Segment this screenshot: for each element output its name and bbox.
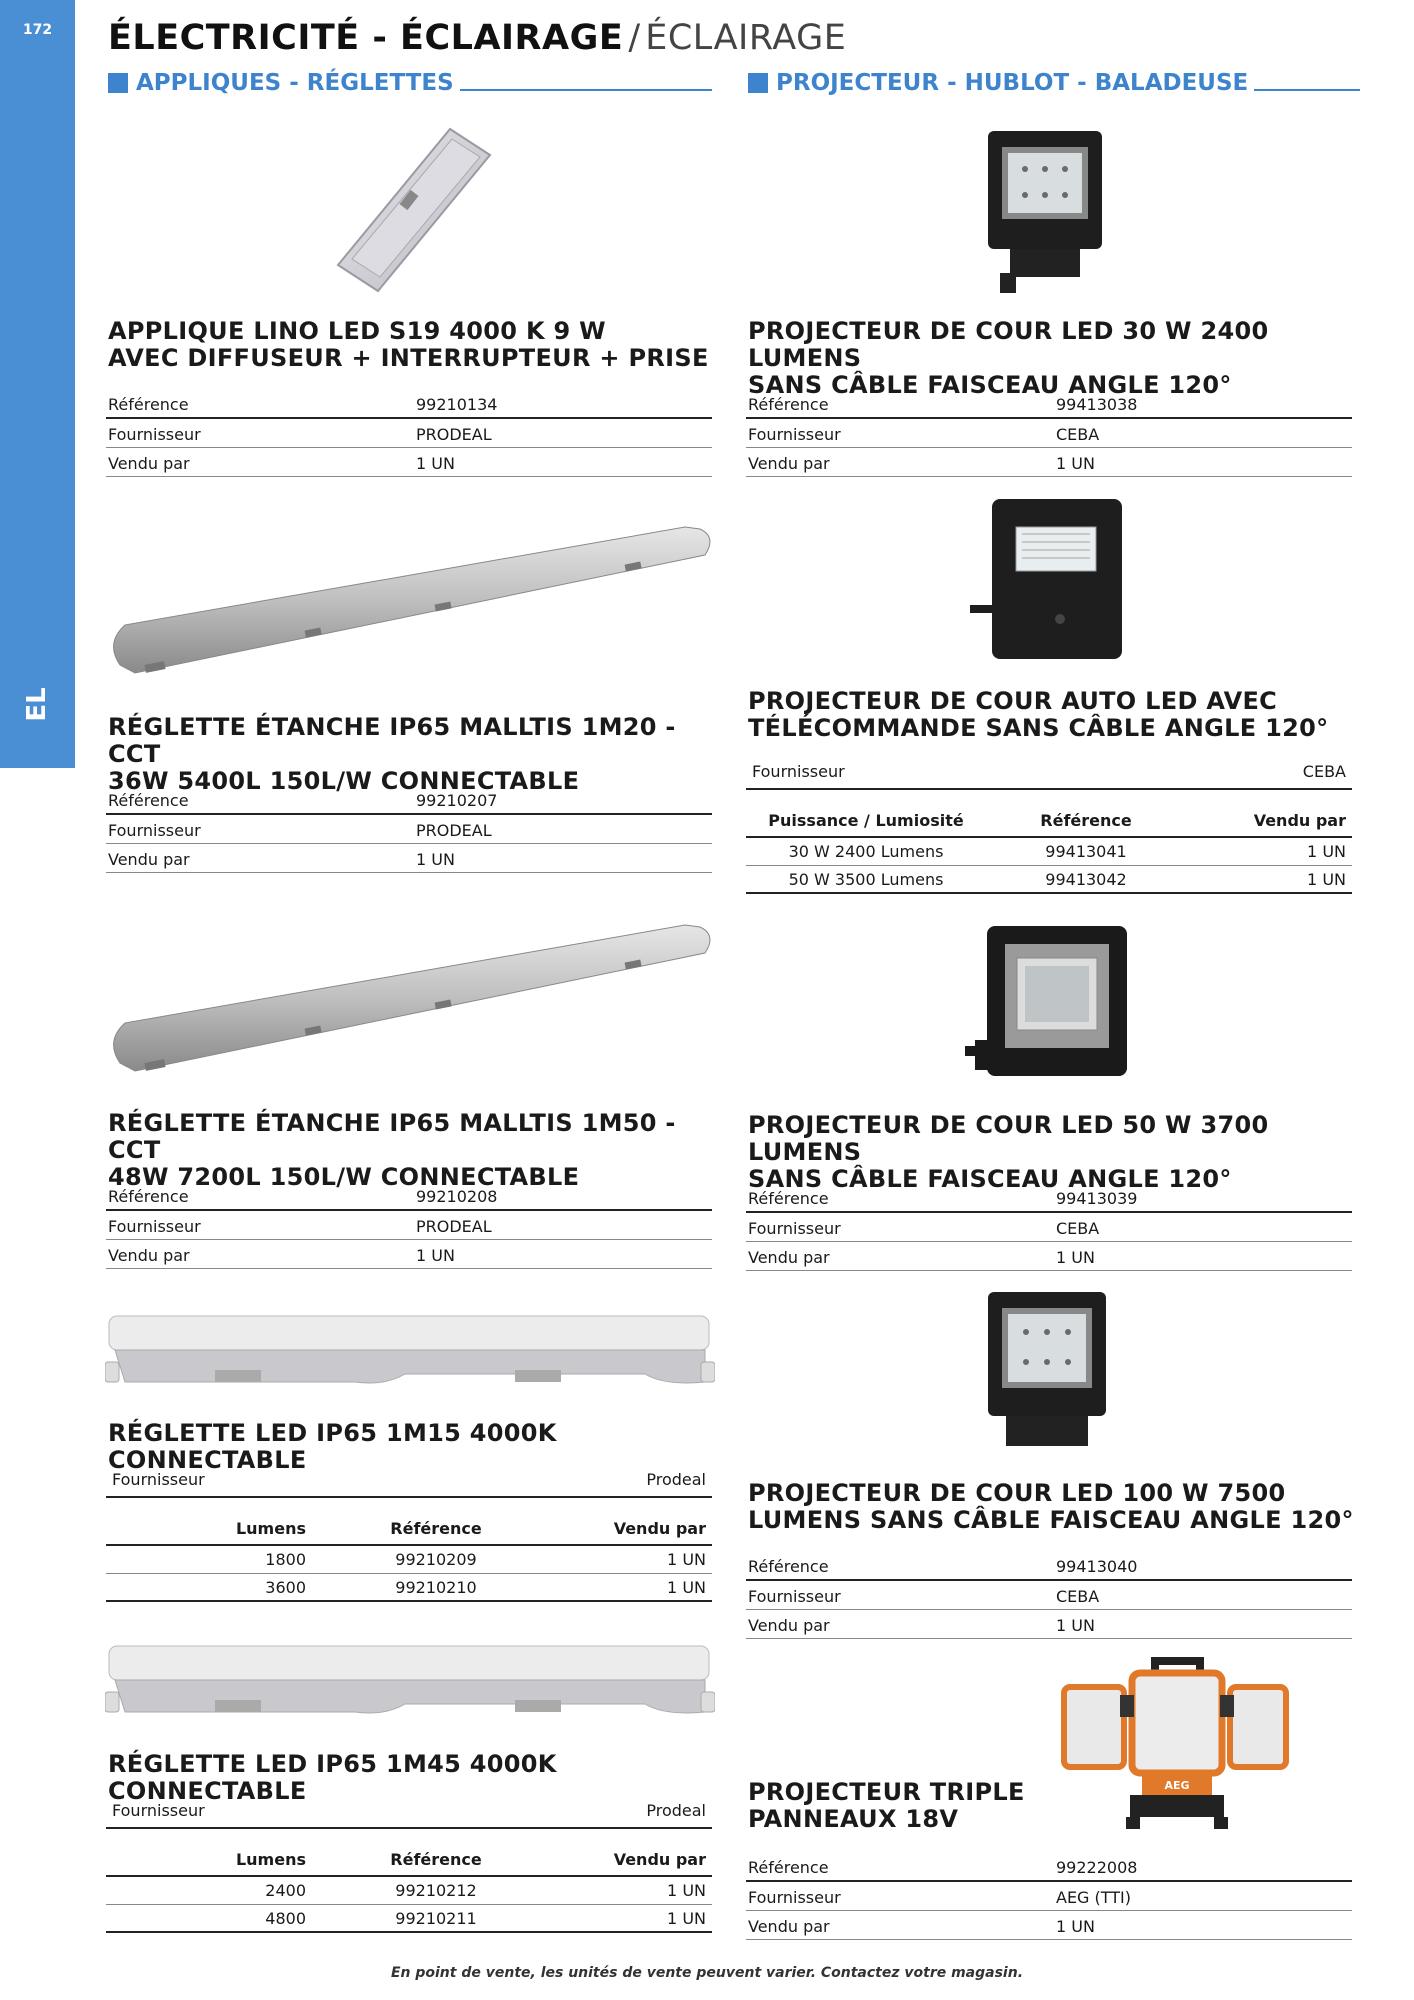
table-header	[746, 790, 1352, 838]
product-title-line: TÉLÉCOMMANDE SANS CÂBLE ANGLE 120°	[748, 714, 1329, 742]
floodlight-image	[980, 1288, 1115, 1458]
divider	[460, 89, 712, 91]
supplier-row	[746, 754, 1352, 790]
table-cell: 1 UN	[667, 1550, 706, 1569]
spec-key: Référence	[748, 395, 829, 414]
spec-value: 99210134	[416, 395, 498, 414]
spec-key: Vendu par	[748, 1248, 830, 1267]
variant-table	[106, 1462, 712, 1602]
batten-light-image	[105, 923, 715, 1083]
table-row	[746, 838, 1352, 866]
spec-key: Vendu par	[748, 1616, 830, 1635]
section-tab: EL	[22, 687, 52, 722]
spec-row	[746, 448, 1352, 477]
floodlight-image	[965, 922, 1135, 1087]
column-header: Vendu par	[613, 1850, 706, 1869]
table-cell: 50 W 3500 Lumens	[788, 869, 944, 889]
spec-key: Fournisseur	[112, 1469, 205, 1489]
product-title	[108, 714, 728, 795]
spec-value: 1 UN	[1056, 454, 1095, 473]
table-row	[106, 1546, 712, 1574]
table-cell: 99413042	[1045, 869, 1127, 889]
category-right	[748, 66, 1360, 100]
spec-row	[746, 1610, 1352, 1639]
spec-row	[746, 1242, 1352, 1271]
spec-value: PRODEAL	[416, 1217, 492, 1236]
spec-row	[106, 1240, 712, 1269]
spec-row	[746, 1853, 1352, 1882]
square-bullet-icon	[748, 73, 768, 93]
spec-value: 1 UN	[1056, 1917, 1095, 1936]
sidebar-band	[0, 0, 75, 768]
spec-value: CEBA	[1056, 425, 1100, 444]
spec-value: CEBA	[1302, 761, 1346, 781]
table-cell: 3600	[265, 1577, 306, 1597]
table-cell: 4800	[265, 1908, 306, 1928]
spec-table	[106, 786, 712, 873]
table-cell: 99413041	[1045, 842, 1127, 861]
batten-light-image	[105, 525, 715, 685]
table-row	[106, 1574, 712, 1602]
product-title	[748, 1112, 1378, 1193]
divider	[1254, 89, 1360, 91]
column-header: Lumens	[235, 1850, 306, 1869]
spec-row	[746, 390, 1352, 419]
spec-value: 99222008	[1056, 1858, 1138, 1877]
product-title	[108, 1110, 728, 1191]
product-title-line: PROJECTEUR DE COUR AUTO LED AVEC	[748, 687, 1278, 715]
spec-table	[106, 1182, 712, 1269]
column-header: Référence	[1040, 811, 1132, 830]
spec-row	[746, 1552, 1352, 1581]
spec-row	[106, 786, 712, 815]
spec-row	[746, 1213, 1352, 1242]
category-right-label: PROJECTEUR - HUBLOT - BALADEUSE	[776, 70, 1249, 96]
spec-key: Fournisseur	[748, 1219, 841, 1238]
table-cell: 30 W 2400 Lumens	[788, 842, 944, 861]
table-cell: 1 UN	[667, 1577, 706, 1597]
spec-value: Prodeal	[646, 1469, 706, 1489]
page-number: 172	[22, 22, 53, 38]
page-title-sub: ÉCLAIRAGE	[645, 18, 847, 58]
product-title-line: RÉGLETTE LED IP65 1M15 4000K CONNECTABLE	[108, 1419, 557, 1474]
square-bullet-icon	[108, 73, 128, 93]
page-title	[108, 18, 846, 58]
spec-value: CEBA	[1056, 1587, 1100, 1606]
table-cell: 99210209	[395, 1550, 477, 1569]
product-title-line: SANS CÂBLE FAISCEAU ANGLE 120°	[748, 371, 1232, 399]
spec-value: PRODEAL	[416, 425, 492, 444]
spec-value: 99413038	[1056, 395, 1138, 414]
spec-key: Fournisseur	[748, 1888, 841, 1907]
product-title-line: RÉGLETTE LED IP65 1M45 4000K CONNECTABLE	[108, 1750, 557, 1805]
spec-key: Vendu par	[108, 1246, 190, 1265]
spec-row	[746, 1581, 1352, 1610]
table-cell: 2400	[265, 1881, 306, 1900]
table-header	[106, 1829, 712, 1877]
spec-value: 1 UN	[1056, 1248, 1095, 1267]
product-title-line: SANS CÂBLE FAISCEAU ANGLE 120°	[748, 1165, 1232, 1193]
spec-value: PRODEAL	[416, 821, 492, 840]
spec-row	[106, 390, 712, 419]
table-cell: 99210212	[395, 1881, 477, 1900]
spec-key: Fournisseur	[752, 761, 845, 781]
spec-row	[106, 1211, 712, 1240]
product-title-line: LUMENS SANS CÂBLE FAISCEAU ANGLE 120°	[748, 1506, 1354, 1534]
variant-table	[106, 1793, 712, 1933]
product-title	[748, 1779, 1148, 1833]
spec-table	[746, 1184, 1352, 1271]
page-title-main: ÉLECTRICITÉ - ÉCLAIRAGE	[108, 18, 624, 58]
spec-value: 1 UN	[416, 454, 455, 473]
floodlight-image	[970, 495, 1130, 665]
aeg-logo: AEG	[1164, 1779, 1190, 1792]
column-header: Vendu par	[1253, 811, 1346, 830]
table-cell: 1 UN	[667, 1908, 706, 1928]
product-title-line: AVEC DIFFUSEUR + INTERRUPTEUR + PRISE	[108, 344, 709, 372]
spec-value: 99413040	[1056, 1557, 1138, 1576]
product-title	[748, 318, 1378, 399]
footer-note: En point de vente, les unités de vente peuvent varier. Contactez votre magasin.	[390, 1965, 1024, 1981]
product-title-line: APPLIQUE LINO LED S19 4000 K 9 W	[108, 317, 606, 345]
spec-value: 99210208	[416, 1187, 498, 1206]
spec-value: AEG (TTI)	[1056, 1888, 1132, 1907]
spec-row	[746, 419, 1352, 448]
spec-key: Référence	[748, 1557, 829, 1576]
spec-key: Référence	[748, 1858, 829, 1877]
spec-table	[106, 390, 712, 477]
spec-row	[746, 1882, 1352, 1911]
table-cell: 1 UN	[1307, 869, 1346, 889]
spec-table	[746, 390, 1352, 477]
table-cell: 1 UN	[667, 1881, 706, 1900]
variant-table	[746, 754, 1352, 894]
spec-row	[106, 844, 712, 873]
product-title-line: PROJECTEUR TRIPLE	[748, 1778, 1025, 1806]
spec-key: Vendu par	[748, 1917, 830, 1936]
supplier-row	[106, 1462, 712, 1498]
spec-key: Référence	[108, 1187, 189, 1206]
spec-value: CEBA	[1056, 1219, 1100, 1238]
product-title-line: RÉGLETTE ÉTANCHE IP65 MALLTIS 1M20 - CCT	[108, 713, 676, 768]
spec-key: Vendu par	[748, 454, 830, 473]
spec-value: 1 UN	[416, 1246, 455, 1265]
product-title-line: PROJECTEUR DE COUR LED 50 W 3700 LUMENS	[748, 1111, 1269, 1166]
spec-key: Référence	[748, 1189, 829, 1208]
table-cell: 1800	[265, 1550, 306, 1569]
spec-value: 99413039	[1056, 1189, 1138, 1208]
table-row	[746, 866, 1352, 894]
spec-row	[106, 448, 712, 477]
spec-table	[746, 1552, 1352, 1639]
column-header: Lumens	[235, 1519, 306, 1538]
table-cell: 99210210	[395, 1577, 477, 1597]
spec-value: 1 UN	[1056, 1616, 1095, 1635]
table-row	[106, 1905, 712, 1933]
spec-key: Fournisseur	[748, 1587, 841, 1606]
spec-key: Fournisseur	[748, 425, 841, 444]
supplier-row	[106, 1793, 712, 1829]
wall-light-image	[320, 125, 500, 295]
product-title-line: PANNEAUX 18V	[748, 1805, 959, 1833]
column-header: Puissance / Lumiosité	[768, 811, 964, 830]
product-title	[748, 1480, 1378, 1534]
spec-key: Vendu par	[108, 850, 190, 869]
column-header: Référence	[390, 1850, 482, 1869]
spec-row	[106, 1182, 712, 1211]
table-header	[106, 1498, 712, 1546]
spec-table	[746, 1853, 1352, 1940]
category-left-label: APPLIQUES - RÉGLETTES	[136, 70, 454, 96]
spec-row	[746, 1911, 1352, 1940]
spec-row	[106, 419, 712, 448]
spec-key: Référence	[108, 395, 189, 414]
spec-row	[746, 1184, 1352, 1213]
table-cell: 99210211	[395, 1908, 477, 1928]
spec-key: Vendu par	[108, 454, 190, 473]
product-title	[748, 688, 1378, 742]
spec-value: Prodeal	[646, 1800, 706, 1820]
product-title-line: PROJECTEUR DE COUR LED 30 W 2400 LUMENS	[748, 317, 1269, 372]
spec-key: Fournisseur	[112, 1800, 205, 1820]
spec-key: Référence	[108, 791, 189, 810]
product-title	[108, 318, 728, 372]
spec-value: 1 UN	[416, 850, 455, 869]
product-title-line: RÉGLETTE ÉTANCHE IP65 MALLTIS 1M50 - CCT	[108, 1109, 676, 1164]
spec-value: 99210207	[416, 791, 498, 810]
spec-key: Fournisseur	[108, 821, 201, 840]
led-batten-image	[105, 1642, 715, 1732]
spec-key: Fournisseur	[108, 1217, 201, 1236]
table-row	[106, 1877, 712, 1905]
led-batten-image	[105, 1312, 715, 1402]
column-header: Référence	[390, 1519, 482, 1538]
product-title-line: PROJECTEUR DE COUR LED 100 W 7500	[748, 1479, 1286, 1507]
category-left	[108, 66, 712, 100]
floodlight-image	[980, 125, 1110, 295]
product-title-line: 48W 7200L 150L/W CONNECTABLE	[108, 1163, 580, 1191]
spec-key: Fournisseur	[108, 425, 201, 444]
spec-row	[106, 815, 712, 844]
column-header: Vendu par	[613, 1519, 706, 1538]
table-cell: 1 UN	[1307, 842, 1346, 861]
page-title-separator: /	[628, 18, 641, 58]
product-title-line: 36W 5400L 150L/W CONNECTABLE	[108, 767, 580, 795]
